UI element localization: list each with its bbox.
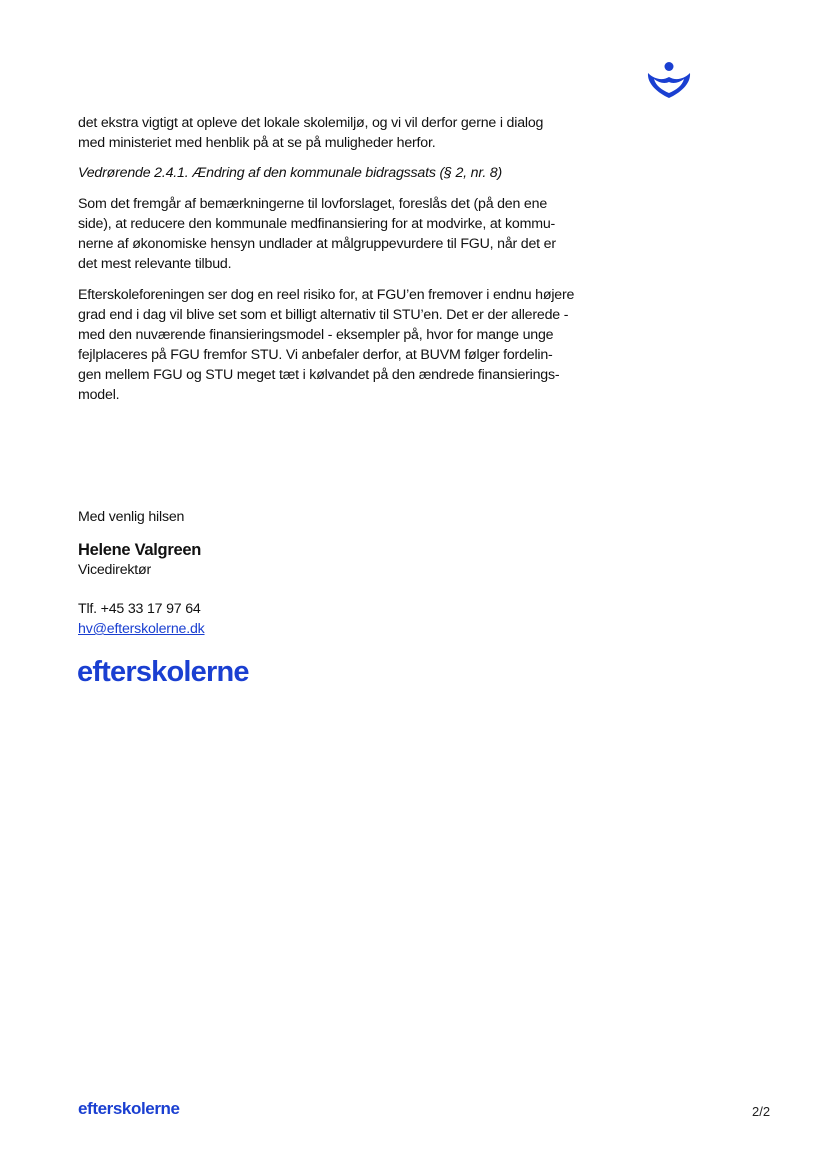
signer-title: Vicedirektør	[78, 562, 152, 578]
text-line: fejlplaceres på FGU fremfor STU. Vi anbefaler derfor, at BUVM følger fordelin-	[78, 347, 553, 363]
text-line: gen mellem FGU og STU meget tæt i kølvandet på den ændrede finansierings-	[78, 367, 560, 383]
text-line: det mest relevante tilbud.	[78, 256, 232, 272]
text-line: med den nuværende finansieringsmodel - eksempler på, hvor for mange unge	[78, 327, 554, 343]
page-number: 2/2	[752, 1104, 771, 1119]
text-line: model.	[78, 387, 120, 403]
paragraph-2	[78, 194, 618, 274]
paragraph-3	[78, 285, 618, 405]
closing-greeting	[78, 507, 618, 527]
text-line: nerne af økonomiske hensyn undlader at målgruppevurdere til FGU, når det er	[78, 236, 556, 252]
efterskolerne-heart-mark-icon	[644, 62, 694, 100]
section-heading	[78, 163, 618, 183]
paragraph-1	[78, 113, 618, 153]
signer-email-link[interactable]: hv@efterskolerne.dk	[78, 621, 205, 637]
signer-phone: Tlf. +45 33 17 97 64	[78, 601, 201, 617]
text-line: Som det fremgår af bemærkningerne til lovforslaget, foreslås det (på den ene	[78, 196, 548, 212]
text-line: side), at reducere den kommunale medfinansiering for at modvirke, at kommu-	[78, 216, 556, 232]
closing-text: Med venlig hilsen	[78, 509, 185, 525]
text-line: det ekstra vigtigt at opleve det lokale skolemiljø, og vi vil derfor gerne i dialog	[78, 115, 544, 131]
section-heading-text: Vedrørende 2.4.1. Ændring af den kommunale bidragssats (§ 2, nr. 8)	[78, 165, 503, 181]
text-line: med ministeriet med henblik på at se på muligheder herfor.	[78, 135, 436, 151]
text-line: grad end i dag vil blive set som et billigt alternativ til STU’en. Det er der allerede -	[78, 307, 569, 323]
efterskolerne-logo-wordmark: efterskolerne	[77, 656, 249, 688]
text-line: Efterskoleforeningen ser dog en reel risiko for, at FGU’en fremover i endnu højere	[78, 287, 575, 303]
footer-logo-wordmark: efterskolerne	[78, 1099, 180, 1118]
signer-name: Helene Valgreen	[78, 541, 201, 559]
